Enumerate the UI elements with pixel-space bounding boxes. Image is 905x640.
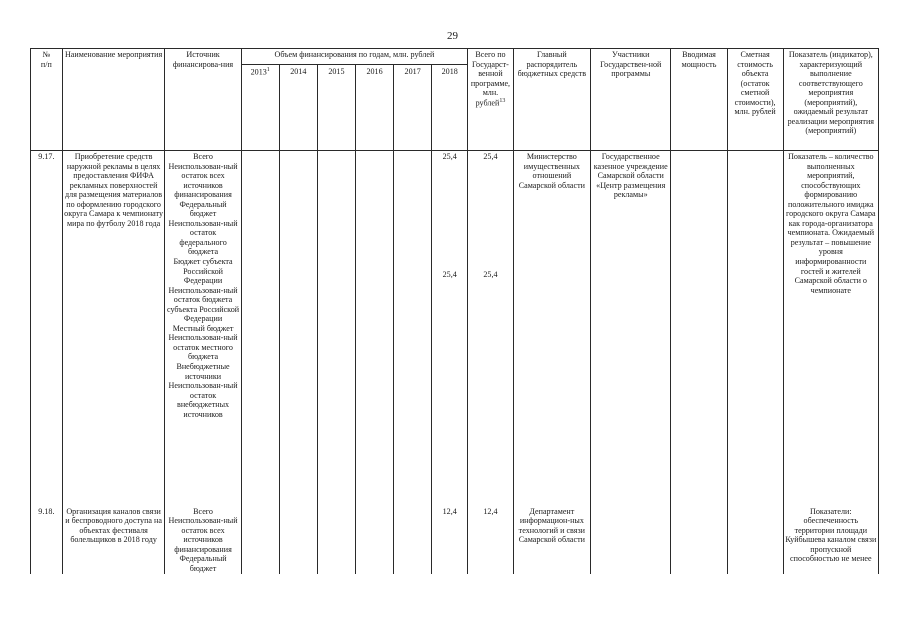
source-item: Неиспользован-ный остаток федерального бюджета — [168, 218, 238, 257]
cell-2015 — [317, 506, 355, 575]
page-number: 29 — [447, 30, 458, 42]
header-source: Источник финансирова-ния — [165, 49, 241, 151]
cell-capacity — [671, 506, 727, 575]
table-row — [31, 506, 879, 575]
cell-2016 — [355, 506, 393, 575]
header-participants: Участники Государствен-ной программы — [591, 49, 671, 151]
source-item: Неиспользован-ный остаток всех источников финансирования — [168, 161, 238, 200]
header-volume: Объем финансирования по годам, млн. рублей — [241, 49, 468, 65]
header-name: Наименование мероприятия — [62, 49, 165, 151]
source-item: Всего — [193, 506, 213, 516]
row-manager: Министерство имущественных отношений Самарской области — [513, 151, 590, 506]
row-num: 9.18. — [31, 506, 63, 575]
source-item: Федеральный бюджет — [179, 199, 227, 219]
cell-2013 — [241, 506, 279, 575]
row-participants: Государственное казенное учреждение Самарской области «Центр размещения рекламы» — [591, 151, 671, 506]
header-capacity: Вводимая мощность — [671, 49, 727, 151]
source-item: Неиспользован-ный остаток всех источников финансирования — [168, 516, 238, 554]
cell-2014 — [279, 151, 317, 506]
row-name: Организация каналов связи и беспроводного доступа на объектах фестиваля болельщиков в 2018 году — [62, 506, 165, 575]
header-year-2018: 2018 — [432, 65, 468, 151]
header-year-2016: 2016 — [355, 65, 393, 151]
table-header — [31, 49, 879, 151]
header-year-2015: 2015 — [317, 65, 355, 151]
header-total: Всего по Государст-венной программе, млн. рублей$^{13}$ — [468, 49, 514, 151]
cell-estimate — [727, 151, 783, 506]
footnote-year: 1 — [266, 67, 270, 73]
value-2018-region: 25,4 — [442, 269, 457, 279]
footnote-total: 13 — [499, 97, 506, 104]
financing-table — [30, 48, 879, 574]
value-2018-total: 25,4 — [442, 152, 457, 161]
header-year-2014: 2014 — [279, 65, 317, 151]
source-item: Всего — [193, 152, 213, 161]
cell-2015 — [317, 151, 355, 506]
row-sources — [165, 506, 241, 575]
value-total-region: 25,4 — [483, 269, 498, 279]
source-item: Неиспользован-ный остаток бюджета субъекта Российской Федерации — [167, 285, 240, 324]
row-manager: Департамент информацион-ных технологий и связи Самарской области — [513, 506, 590, 575]
header-num: № п/п — [31, 49, 63, 151]
row-num: 9.17. — [31, 151, 63, 506]
source-item: Федеральный бюджет — [179, 554, 227, 573]
header-year-2013: 2013$^1$ — [241, 65, 279, 151]
row-sources — [165, 151, 241, 506]
source-item: Неиспользован-ный остаток внебюджетных источников — [168, 381, 238, 419]
row-indicator: Показатели: обеспеченность территории площади Куйбышева каналом связи пропускной способностью не менее — [783, 506, 878, 575]
cell-capacity — [671, 151, 727, 506]
header-main-manager: Главный распорядитель бюджетных средств — [513, 49, 590, 151]
cell-2013 — [241, 151, 279, 506]
cell-total — [468, 151, 514, 506]
row-participants — [591, 506, 671, 575]
source-item: Неиспользован-ный остаток местного бюджета — [168, 333, 238, 362]
source-item: Местный бюджет — [172, 323, 234, 333]
header-year-2017: 2017 — [394, 65, 432, 151]
header-indicator: Показатель (индикатор), характеризующий выполнение соответствующего мероприятия (мероприятий), ожидаемый результат реализации мероприятия (мероприятий) — [783, 49, 878, 151]
cell-2018 — [432, 151, 468, 506]
cell-2017 — [394, 151, 432, 506]
source-item: Внебюджетные источники — [176, 362, 230, 381]
cell-2014 — [279, 506, 317, 575]
row-name: Приобретение средств наружной рекламы в целях предоставления ФИФА рекламных поверхностей для размещения материалов по оформлению городского округа Самара к чемпионату мира по футболу 2018 года — [62, 151, 165, 506]
source-item: Бюджет субъекта Российской Федерации — [173, 257, 233, 286]
table-row — [31, 151, 879, 506]
row-indicator: Показатель – количество выполненных мероприятий, способствующих формированию положительного имиджа городского округа Самара как города-организатора чемпионата. Ожидаемый результат – повышение уровня информированности гостей и жителей Самарской области о чемпионате — [783, 151, 878, 506]
value-total-total: 25,4 — [483, 152, 498, 161]
cell-2018: 12,4 — [432, 506, 468, 575]
cell-total: 12,4 — [468, 506, 514, 575]
cell-2016 — [355, 151, 393, 506]
cell-estimate — [727, 506, 783, 575]
header-estimate: Сметная стоимость объекта (остаток сметной стоимости), млн. рублей — [727, 49, 783, 151]
cell-2017 — [394, 506, 432, 575]
